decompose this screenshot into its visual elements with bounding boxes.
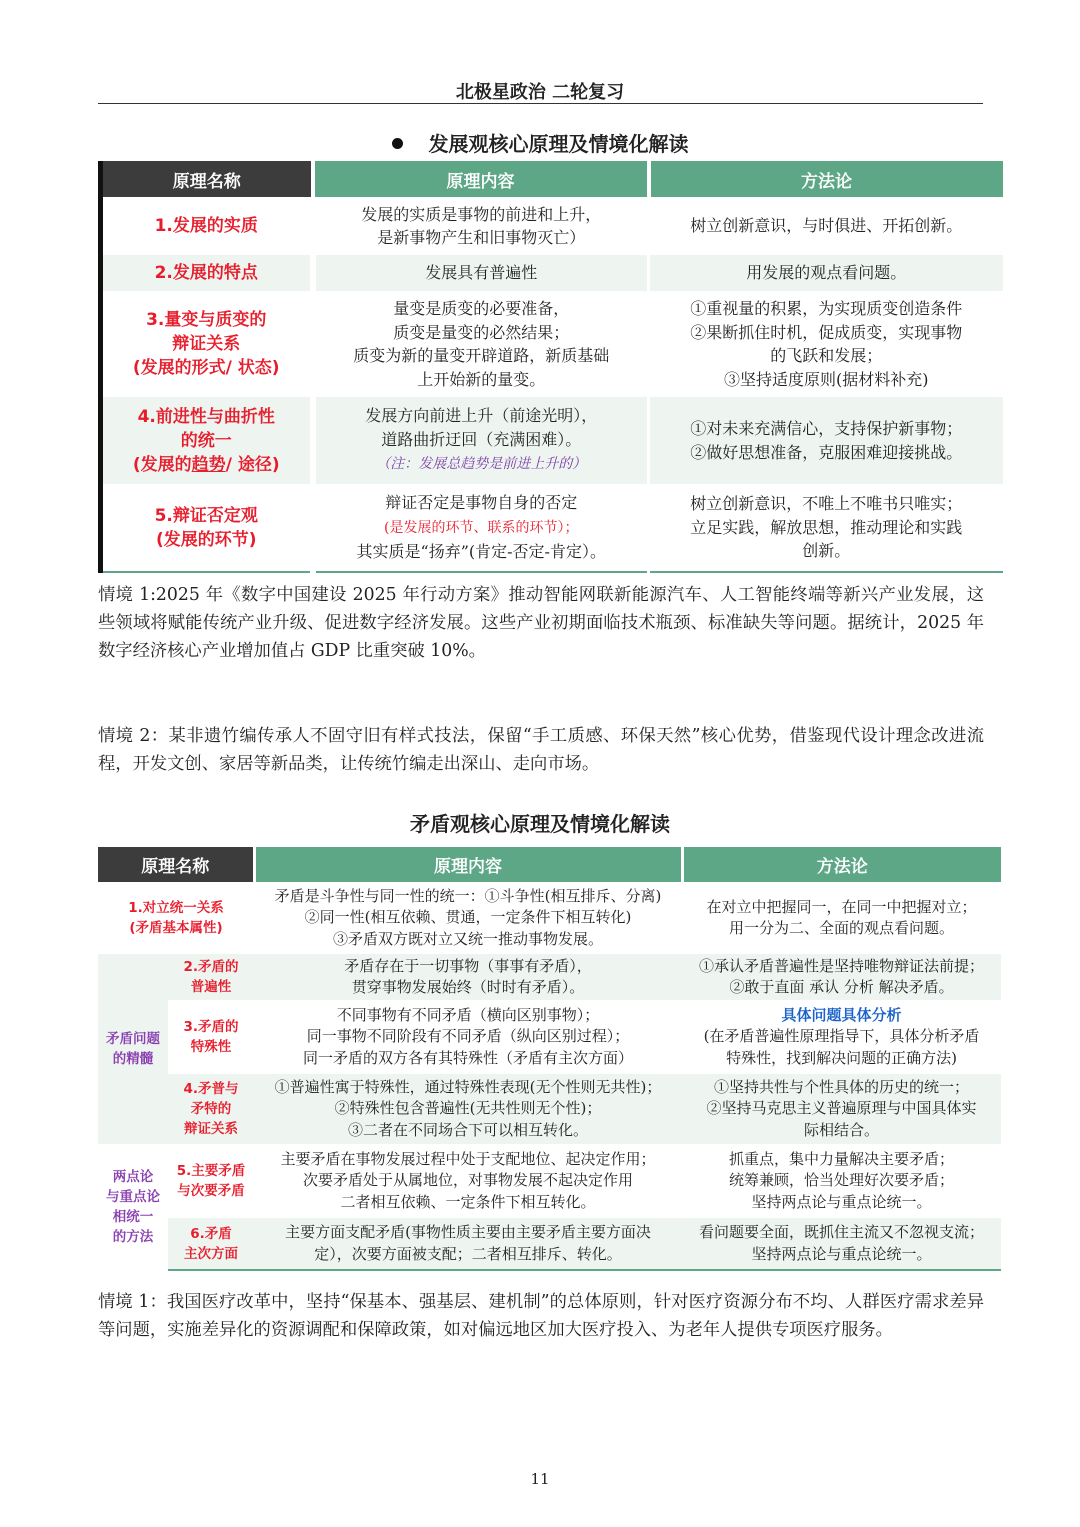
principle-method: 看问题要全面，既抓住主流又不忽视支流； 坚持两点论与重点论统一。 <box>682 1218 1001 1270</box>
principle-name: 1.对立统一关系 (矛盾基本属性) <box>98 882 254 954</box>
table-header-row <box>98 847 1001 882</box>
principle-method: 在对立中把握同一，在同一中把握对立； 用一分为二、全面的观点看问题。 <box>682 882 1001 954</box>
table-row <box>98 1144 1001 1218</box>
principle-content: ①普遍性寓于特殊性，通过特殊性表现(无个性则无共性)； ②特殊性包含普遍性(无共性则无个性)； ③二者在不同场合下可以相互转化。 <box>254 1074 682 1144</box>
principle-method: ①对未来充满信心，支持保护新事物； ②做好思想准备，克服困难迎接挑战。 <box>649 397 1003 484</box>
principle-content: 主要方面支配矛盾(事物性质主要由主要矛盾主要方面决 定），次要方面被支配；二者相互排斥、转化。 <box>254 1218 682 1270</box>
principle-content: 量变是质变的必要准备， 质变是量变的必然结果； 质变为新的量变开辟道路，新质基础 上开始新的量变。 <box>313 291 649 397</box>
principle-content: 矛盾是斗争性与同一性的统一：①斗争性(相互排斥、分离) ②同一性(相互依赖、贯通，一定条件下相互转化) ③矛盾双方既对立又统一推动事物发展。 <box>254 882 682 954</box>
table-row <box>98 1074 1001 1144</box>
principle-content: 矛盾存在于一切事物（事事有矛盾）， 贯穿事物发展始终（时时有矛盾）。 <box>254 954 682 1000</box>
table-header-row <box>101 161 1003 197</box>
col-header-name: 原理名称 <box>101 161 313 197</box>
principle-name: 4.矛普与 矛特的 辩证关系 <box>168 1074 254 1144</box>
principle-content: 发展的实质是事物的前进和上升， 是新事物产生和旧事物灭亡） <box>313 197 649 255</box>
principle-name: 6.矛盾 主次方面 <box>168 1218 254 1270</box>
table-row <box>98 1218 1001 1270</box>
principle-name: 5.主要矛盾 与次要矛盾 <box>168 1144 254 1218</box>
col-header-method: 方法论 <box>649 161 1003 197</box>
contradiction-table <box>98 847 1001 1271</box>
page-header-title: 北极星政治 二轮复习 <box>455 82 625 103</box>
table-row <box>101 255 1003 291</box>
table-row <box>101 397 1003 484</box>
section1-title-text: 发展观核心原理及情境化解读 <box>428 132 689 156</box>
scenario-2-paragraph: 情境 2：某非遗竹编传承人不固守旧有样式技法，保留“手工质感、环保天然”核心优势，借鉴现代设计理念改进流程，开发文创、家居等新品类，让传统竹编走出深山、走向市场。 <box>98 726 984 774</box>
col-header-name: 原理名称 <box>98 847 254 882</box>
scenario-1-paragraph: 情境 1:2025 年《数字中国建设 2025 年行动方案》推动智能网联新能源汽车、人工智能终端等新兴产业发展，这些领域将赋能传统产业升级、促进数字经济发展。这些产业初期面临技术瓶颈、标准缺失等问题。据统计，2025 年数字经济核心产业增加值占 GDP 比重突破 10%。 <box>98 585 984 661</box>
principle-method: ①承认矛盾普遍性是坚持唯物辩证法前提； ②敢于直面 承认 分析 解决矛盾。 <box>682 954 1001 1000</box>
group-label: 矛盾问题 的精髓 <box>98 954 168 1144</box>
principle-method: 树立创新意识，不唯上不唯书只唯实； 立足实践，解放思想，推动理论和实践 创新。 <box>649 484 1003 572</box>
principle-method: ①重视量的积累，为实现质变创造条件 ②果断抓住时机，促成质变，实现事物 的飞跃和发展； ③坚持适度原则(据材料补充) <box>649 291 1003 397</box>
principle-method: 用发展的观点看问题。 <box>649 255 1003 291</box>
principle-content: 发展具有普遍性 <box>313 255 649 291</box>
principle-name: 4.前进性与曲折性 的统一 (发展的趋势/ 途径) <box>101 397 313 484</box>
principle-method: 抓重点，集中力量解决主要矛盾； 统筹兼顾，恰当处理好次要矛盾； 坚持两点论与重点论统一。 <box>682 1144 1001 1218</box>
principle-name: 1.发展的实质 <box>101 197 313 255</box>
principle-name: 5.辩证否定观 (发展的环节) <box>101 484 313 572</box>
table-row <box>101 291 1003 397</box>
principle-name: 3.量变与质变的 辩证关系 (发展的形式/ 状态) <box>101 291 313 397</box>
principle-method: 具体问题具体分析 (在矛盾普遍性原理指导下，具体分析矛盾 特殊性，找到解决问题的正确方法) <box>682 1000 1001 1074</box>
principle-name: 3.矛盾的 特殊性 <box>168 1000 254 1074</box>
bullet-icon <box>392 138 403 149</box>
principle-method: 树立创新意识，与时俱进、开拓创新。 <box>649 197 1003 255</box>
header-divider <box>98 103 983 104</box>
table-row <box>101 197 1003 255</box>
scenario-3-paragraph: 情境 1：我国医疗改革中，坚持“保基本、强基层、建机制”的总体原则，针对医疗资源分布不均、人群医疗需求差异等问题，实施差异化的资源调配和保障政策，如对偏远地区加大医疗投入、为老年人提供专项医疗服务。 <box>98 1292 984 1340</box>
col-header-method: 方法论 <box>682 847 1001 882</box>
page-number: 11 <box>530 1470 550 1488</box>
table-row <box>98 954 1001 1000</box>
table-row <box>101 484 1003 572</box>
principle-name: 2.矛盾的 普遍性 <box>168 954 254 1000</box>
section1-title <box>0 128 1080 157</box>
col-header-content: 原理内容 <box>254 847 682 882</box>
group-label: 两点论 与重点论 相统一 的方法 <box>98 1144 168 1270</box>
principle-content: 主要矛盾在事物发展过程中处于支配地位、起决定作用； 次要矛盾处于从属地位，对事物发展不起决定作用 二者相互依赖、一定条件下相互转化。 <box>254 1144 682 1218</box>
col-header-content: 原理内容 <box>313 161 649 197</box>
section2-title: 矛盾观核心原理及情境化解读 <box>410 812 670 836</box>
table-row <box>98 882 1001 954</box>
principle-content: 辩证否定是事物自身的否定 (是发展的环节、联系的环节）； 其实质是“扬弃”(肯定-否定-肯定）。 <box>313 484 649 572</box>
principle-name: 2.发展的特点 <box>101 255 313 291</box>
development-table <box>98 161 1003 573</box>
principle-content: 不同事物有不同矛盾（横向区别事物）； 同一事物不同阶段有不同矛盾（纵向区别过程）； 同一矛盾的双方各有其特殊性（矛盾有主次方面） <box>254 1000 682 1074</box>
principle-method: ①坚持共性与个性具体的历史的统一； ②坚持马克思主义普遍原理与中国具体实 际相结合。 <box>682 1074 1001 1144</box>
table-row <box>98 1000 1001 1074</box>
principle-content: 发展方向前进上升（前途光明）， 道路曲折迂回（充满困难）。 （注：发展总趋势是前进上升的） <box>313 397 649 484</box>
